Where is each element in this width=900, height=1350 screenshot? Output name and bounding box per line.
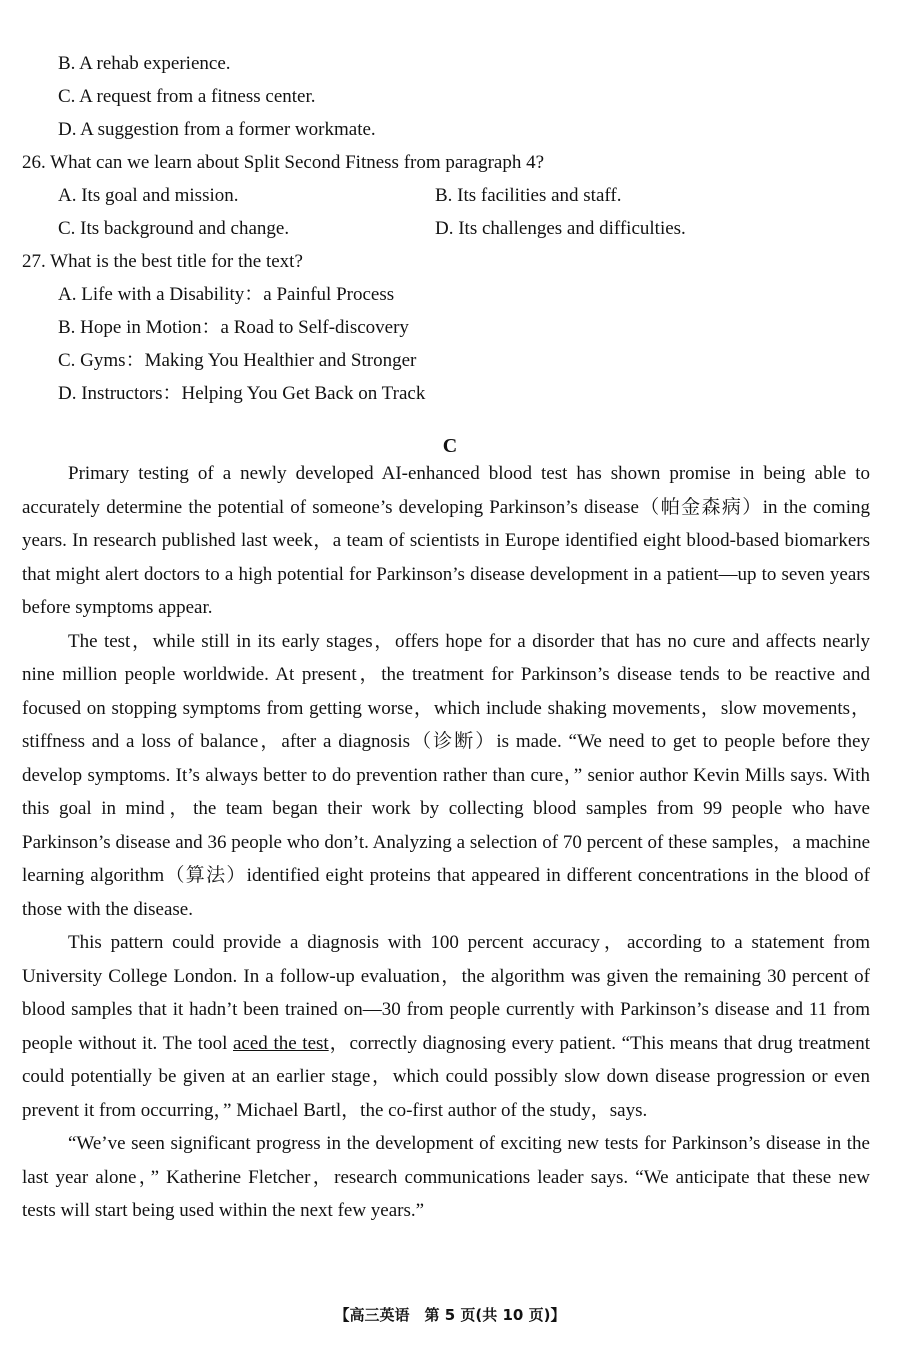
q25-option-d: D. A suggestion from a former workmate. xyxy=(58,119,376,140)
q27-stem: 27. What is the best title for the text? xyxy=(22,251,303,272)
q27-option-b: B. Hope in Motion：a Road to Self-discovery xyxy=(58,317,409,338)
q26-option-a: A. Its goal and mission. xyxy=(58,185,239,206)
section-heading: C xyxy=(442,435,458,457)
q27-option-a: A. Life with a Disability：a Painful Process xyxy=(58,284,395,305)
q26-option-b: B. Its facilities and staff. xyxy=(435,185,622,206)
underlined-phrase: aced the test xyxy=(233,1032,329,1054)
q25-option-c: C. A request from a fitness center. xyxy=(58,86,316,107)
q26-stem: 26. What can we learn about Split Second Fitness from paragraph 4? xyxy=(22,152,545,173)
passage-paragraph-2: The test，while still in its early stages，offers hope for a disorder that has no cure and affects nearly nine million people worldwide. At present，the treatment for Parkinson’s disease tends to be reactive and focused on stopping symptoms from getting worse，which include shaking movements，slow movements，stiffness and a loss of balance，after a diagnosis（诊断）is made. “We need to get to people before they develop symptoms. It’s always better to do prevention rather than cure，” senior author Kevin Mills says. With this goal in mind，the team began their work by collecting blood samples from 99 people who have Parkinson’s disease and 36 people who don’t. Analyzing a selection of 70 percent of these samples，a machine learning algorithm（算法）identified eight proteins that appeared in different concentrations in the blood of those with the disease. xyxy=(22,630,870,920)
paragraph-3-text-end: ，correctly diagnosing every patient. “This means that drug treatment could potentially be given at an earlier stage，which could possibly slow down disease progression or even prevent it from occurring，” Michael Bartl，the co-first author of the study，says. xyxy=(22,1032,870,1121)
q26-option-d: D. Its challenges and difficulties. xyxy=(435,218,686,239)
question-block xyxy=(22,47,882,410)
paragraph-3-text-start: This pattern could provide a diagnosis with 100 percent accuracy，according to a statement from University College London. In a follow-up evaluation，the algorithm was given the remaining 30 percent of blood samples that it hadn’t been trained on—30 from people currently with Parkinson’s disease and 11 from people without it. The tool xyxy=(22,932,870,1054)
passage-paragraph-3 xyxy=(22,926,870,1127)
page-footer: 【高三英语 第 5 页(共 10 页)】 xyxy=(334,1306,566,1324)
passage-paragraph-1: Primary testing of a newly developed AI-enhanced blood test has shown promise in being able to accurately determine the potential of someone’s developing Parkinson’s disease（帕金森病）in the coming years. In research published last week，a team of scientists in Europe identified eight blood-based biomarkers that might alert doctors to a high potential for Parkinson’s disease development in a patient—up to seven years before symptoms appear. xyxy=(22,463,870,618)
reading-passage xyxy=(22,457,870,1228)
q26-options-row-2 xyxy=(22,212,882,245)
passage-paragraph-4: “We’ve seen significant progress in the development of exciting new tests for Parkinson’s disease in the last year alone，” Katherine Fletcher，research communications leader says. “We anticipate that these new tests will start being used within the next few years.” xyxy=(22,1133,870,1221)
q27-option-d: D. Instructors：Helping You Get Back on Track xyxy=(58,383,426,404)
q27-option-c: C. Gyms：Making You Healthier and Stronger xyxy=(58,350,417,371)
q26-option-c: C. Its background and change. xyxy=(58,218,290,239)
q25-option-b: B. A rehab experience. xyxy=(58,53,231,74)
q26-options-row-1 xyxy=(22,179,882,212)
